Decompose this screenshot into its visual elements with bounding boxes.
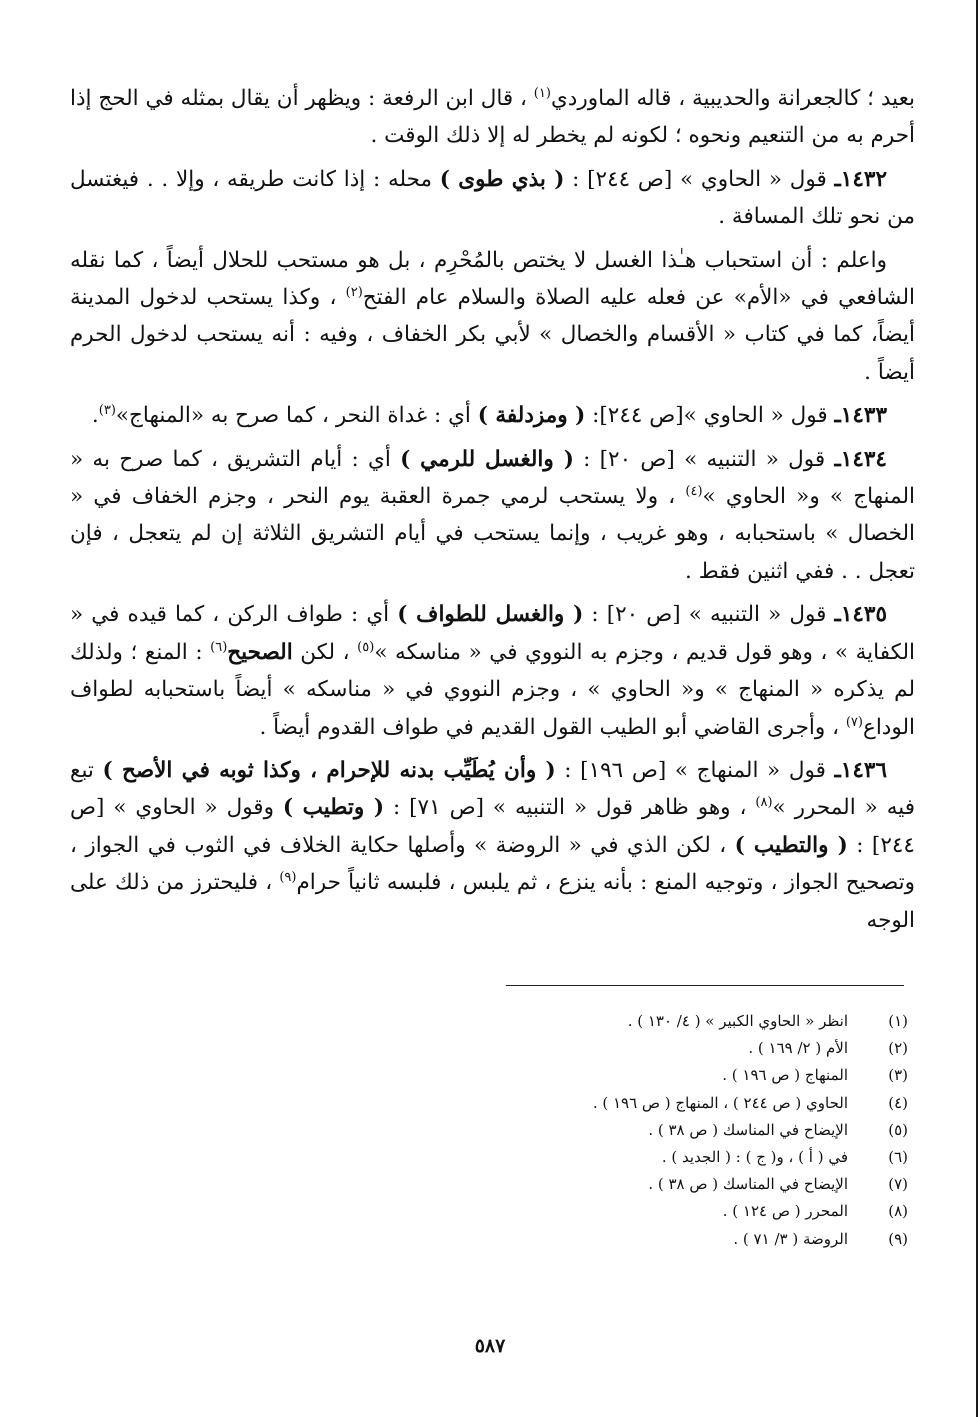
paragraph-1432: [70, 161, 915, 236]
footnote-divider: [506, 985, 904, 986]
footnote-ref: (٦): [210, 639, 228, 655]
text-run: ، ولا يستحب لرمي جمرة العقبة يوم النحر ، وجزم الخفاف في « الخصال » باستحبابه ، وهو غريب ، وإنما يستحب في أيام التشريق الثلاثة إن لم يتعجل ، فإن تعجل . . ففي اثنين فقط .: [70, 484, 915, 584]
footnote-text: المحرر ( ص ١٢٤ ) .: [722, 1202, 848, 1221]
footnote-text: المنهاج ( ص ١٩٦ ) .: [722, 1066, 848, 1085]
text-run: ، قال ابن الرفعة : ويظهر أن يقال بمثله في الحج إذا أحرم به من التنعيم ونحوه ؛ لكونه لم يخطر له إلا ذلك الوقت .: [70, 86, 915, 149]
footnote-text: الأم ( ٢/ ١٦٩ ) .: [748, 1039, 848, 1058]
footnote-ref: (٢): [345, 284, 363, 300]
paragraph-note: [70, 242, 915, 392]
text-run: .: [91, 403, 99, 429]
page-number: ٥٨٧: [474, 1335, 506, 1357]
footnote-number: (٢): [888, 1039, 908, 1058]
footnote-number: (٣): [888, 1066, 908, 1085]
paragraph-1434: [70, 441, 915, 591]
paragraph-1433: [70, 397, 915, 434]
footnote-text: انظر « الحاوي الكبير » ( ٤/ ١٣٠ ) .: [627, 1012, 848, 1030]
emphasis-term: الصحيح: [227, 639, 293, 665]
footnote-number: (٩): [888, 1229, 908, 1248]
text-run: أي : أيام التشريق ، كما صرح به « المنهاج » و« الحاوي »: [70, 446, 915, 510]
entry-number: ١٤٣٤ـ: [834, 446, 887, 472]
text-run: قول « الحاوي » [ص ٢٤٤] :: [564, 166, 835, 192]
footnote-ref: (٨): [755, 795, 773, 811]
footnote-item: [208, 1117, 908, 1144]
footnotes: [208, 1008, 908, 1253]
paragraph-1436: [70, 752, 915, 939]
paragraph-1435: [70, 596, 915, 746]
footnote-item: [208, 1171, 908, 1198]
entry-number: ١٤٣٣ـ: [834, 403, 887, 429]
footnote-item: [208, 1226, 908, 1253]
quoted-matn: ( وتطيب ): [282, 795, 385, 821]
text-run: قول « التنبيه » [ص ٢٠] :: [583, 602, 835, 628]
text-run: أي : غداة النحر ، كما صرح به «المنهاج»: [115, 403, 478, 429]
footnote-number: (٥): [888, 1120, 908, 1139]
footnote-ref: (٣): [98, 403, 116, 419]
text-run: واعلم : أن استحباب هـٰذا الغسل لا يختص بالمُحْرِم ، بل هو مستحب للحلال أيضاً ، كما نقله الشافعي في «الأم» عن فعله عليه الصلاة والسلام عام الفتح: [70, 247, 915, 311]
text-run: ، فليحترز من ذلك على الوجه: [70, 870, 915, 933]
entry-number: ١٤٣٥ـ: [834, 602, 888, 628]
footnote-number: (١): [888, 1012, 908, 1030]
paragraph-intro: [70, 80, 915, 155]
text-run: قول « المنهاج » [ص ١٩٦] :: [555, 757, 835, 783]
scan-edge-line: [976, 0, 978, 1417]
quoted-matn: ( وأن يُطَيِّب بدنه للإحرام ، وكذا ثوبه في الأصح ): [102, 757, 556, 783]
entry-number: ١٤٣٦ـ: [834, 757, 887, 783]
footnote-number: (٤): [888, 1093, 908, 1112]
footnote-number: (٧): [888, 1175, 908, 1194]
quoted-matn: ( والتطيب ): [734, 832, 848, 858]
quoted-matn: ( ومزدلفة ): [477, 403, 586, 429]
footnote-ref: (١): [533, 85, 551, 101]
text-run: أي : طواف الركن ، كما قيده في « الكفاية » ، وهو قول قديم ، وجزم به النووي في « مناسكه »: [70, 602, 915, 665]
quoted-matn: ( والغسل للطواف ): [397, 602, 584, 628]
footnote-number: (٦): [888, 1148, 908, 1167]
footnote-item: [208, 1062, 908, 1089]
quoted-matn: ( بذي طوى ): [439, 166, 565, 192]
text-run: تبع فيه « المحرر »: [70, 757, 915, 821]
text-run: قول « التنبيه » [ص ٢٠] :: [573, 446, 835, 472]
text-run: ، وأجرى القاضي أبو الطيب القول القديم في طواف القدوم أيضاً .: [259, 714, 846, 740]
footnote-text: في ( أ ) ، و( ج ) : ( الجديد ) .: [661, 1148, 848, 1167]
footnote-text: الإيضاح في المناسك ( ص ٣٨ ) .: [648, 1120, 848, 1139]
footnote-item: [208, 1198, 908, 1225]
footnote-ref: (٧): [845, 714, 863, 730]
footnote-item: [208, 1008, 908, 1035]
quoted-matn: ( والغسل للرمي ): [400, 446, 574, 472]
footnote-ref: (٤): [685, 483, 703, 499]
footnote-item: [208, 1144, 908, 1171]
footnote-item: [208, 1035, 908, 1062]
text-run: ، لكن: [292, 639, 358, 665]
footnote-ref: (٩): [279, 869, 297, 885]
text-run: بعيد ؛ كالجعرانة والحديبية ، قاله الماوردي: [550, 86, 915, 111]
footnote-number: (٨): [888, 1202, 908, 1221]
text-run: ، لكن الذي في « الروضة » وأصلها حكاية الخلاف في الثوب في الجواز ، وتصحيح الجواز ، وتوجيه المنع : بأنه ينزع ، ثم يلبس ، فلبسه ثانياً حرام: [70, 832, 915, 896]
footnote-text: الحاوي ( ص ٢٤٤ ) ، المنهاج ( ص ١٩٦ ) .: [592, 1093, 848, 1112]
footnote-item: [208, 1090, 908, 1117]
text-run: وقول « الحاوي » [ص ٢٤٤] :: [70, 795, 915, 858]
footnote-text: الروضة ( ٣/ ٧١ ) .: [733, 1229, 848, 1248]
main-text: [70, 80, 915, 945]
text-run: ، وكذا يستحب لدخول المدينة أيضاً، كما في كتاب « الأقسام والخصال » لأبي بكر الخفاف ، وفيه : أنه يستحب لدخول الحرم أيضاً .: [70, 285, 915, 385]
text-run: ، وهو ظاهر قول « التنبيه » [ص ٧١] :: [384, 795, 756, 821]
text-run: محله : إذا كانت طريقه ، وإلا . . فيغتسل من نحو تلك المسافة .: [70, 166, 915, 230]
footnote-ref: (٥): [357, 639, 375, 655]
footnote-text: الإيضاح في المناسك ( ص ٣٨ ) .: [648, 1175, 848, 1194]
text-run: : المنع ؛ ولذلك لم يذكره « المنهاج » و« الحاوي » ، وجزم النووي في « مناسكه » أيضاً باستحبابه لطواف الوداع: [70, 639, 915, 740]
entry-number: ١٤٣٢ـ: [834, 166, 887, 192]
text-run: قول « الحاوي »[ص ٢٤٤]:: [585, 403, 835, 429]
